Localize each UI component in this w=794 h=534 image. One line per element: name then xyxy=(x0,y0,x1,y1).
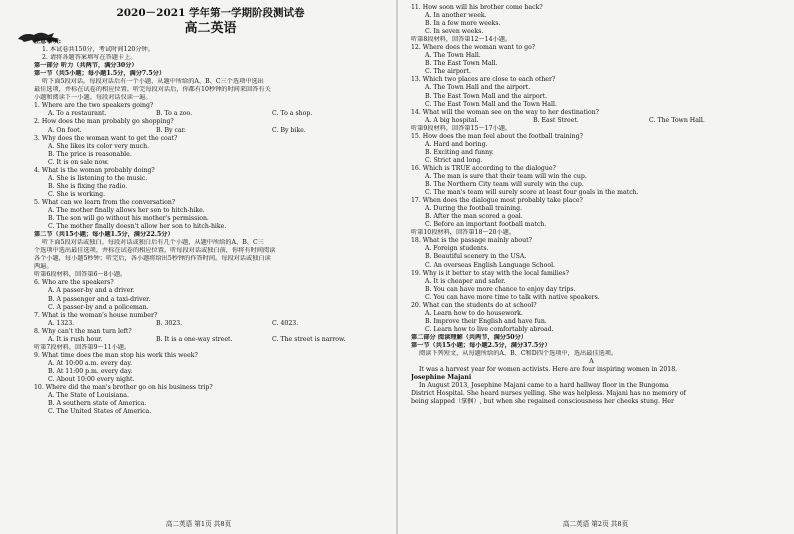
note-item: 1. 本试卷共150分，考试时间120分钟。 xyxy=(42,46,154,54)
option-text: B. 3023. xyxy=(156,319,183,327)
text-line: 听第9段材料，回答第15～17小题。 xyxy=(411,124,512,132)
text-line: 14. What will the woman see on the way to her destination? xyxy=(411,108,599,116)
text-line: 个选项中选出最佳选项，并标在试卷的相应位置。听每段对话或独白前，你将有时间阅读 xyxy=(34,247,276,255)
option-text: A. To a restaurant. xyxy=(48,110,107,118)
text-line: A. During the football training. xyxy=(425,205,523,213)
text-line: 最佳选项，并标在试卷的相应位置。听完每段对话后，你都有10秒钟的时间来回答有关 xyxy=(34,86,271,94)
text-line: 听下面5段对话。每段对话后有一个小题，从题中所给的A、B、C三个选项中选出 xyxy=(42,78,264,86)
text-line: 听第10段材料，回答第18～20小题。 xyxy=(411,229,516,237)
text-line: C. The airport. xyxy=(425,68,471,76)
page-2-footer: 高二英语 第2页 共8页 xyxy=(562,520,629,528)
text-line: 第一节（共15小题；每小题2.5分，满分37.5分） xyxy=(411,341,551,349)
text-line: 第一部分 听力（共两节，满分30分） xyxy=(34,62,138,70)
text-line: C. An overseas English Language School. xyxy=(425,261,556,269)
text-line: 8. Why can't the man turn left? xyxy=(34,327,132,335)
page-2-body xyxy=(411,4,772,406)
text-line: C. The United States of America. xyxy=(48,408,152,416)
text-line: 4. What is the woman probably doing? xyxy=(34,166,155,174)
text-line: 9. What time does the man stop his work this week? xyxy=(34,351,198,359)
text-line: 18. What is the passage mainly about? xyxy=(411,237,532,245)
option-text: B. To a zoo. xyxy=(156,110,193,118)
text-line: 10. Where did the man's brother go on his business trip? xyxy=(34,384,213,392)
text-line: 19. Why is it better to stay with the local families? xyxy=(411,269,569,277)
text-line: A. At 10:00 a.m. every day. xyxy=(48,359,132,367)
text-line: 11. How soon will his brother come back? xyxy=(411,4,543,11)
text-line: 第二部分 阅读理解（共两节，满分50分） xyxy=(411,333,527,341)
text-line: A. She is listening to the music. xyxy=(48,174,148,182)
text-line: B. After the man scored a goal. xyxy=(425,213,523,221)
text-line: A. The man is sure that their team will win the cup. xyxy=(425,172,587,180)
text-line: 13. Which two places are close to each other? xyxy=(411,76,556,84)
text-line: 阅读下列短文，从每题所给的A、B、C和D四个选项中，选出最佳选项。 xyxy=(419,350,618,358)
text-line: C. Before an important football match. xyxy=(425,221,547,229)
text-line: A. Hard and boring. xyxy=(425,140,488,148)
option-text: A. 1323. xyxy=(48,319,75,327)
option-text: B. It is a one-way street. xyxy=(156,335,233,343)
text-line: 各个小题，每小题5秒钟；听完后，各小题将给出5秒钟的作答时间。每段对话或独白读 xyxy=(34,255,271,263)
text-line: C. You can have more time to talk with native speakers. xyxy=(425,293,600,301)
text-line: C. It is on sale now. xyxy=(48,158,109,166)
notes-heading: 注意事项: xyxy=(34,38,62,45)
text-line: B. Improve their English and have fun. xyxy=(425,317,547,325)
text-line: B. The Northern City team will surely win the cup. xyxy=(425,181,584,189)
text-line: 15. How does the man feel about the football training? xyxy=(411,132,583,140)
exam-year-title: 2020－2021 学年第一学期阶段测试卷 xyxy=(116,7,305,19)
option-row xyxy=(411,117,772,125)
text-line: C. She is working. xyxy=(48,190,106,198)
option-row xyxy=(34,127,387,135)
text-line: A. Foreign students. xyxy=(425,245,489,253)
text-line: 听第8段材料，回答第12～14小题。 xyxy=(411,36,512,44)
text-line: A. The Town Hall and the airport. xyxy=(425,84,531,92)
page-1-body xyxy=(34,62,387,416)
text-line: C. The mother finally doesn't allow her son to hitch-hike. xyxy=(48,223,227,231)
text-line: 16. Which is TRUE according to the dialogue? xyxy=(411,164,556,172)
option-text: C. To a shop. xyxy=(272,110,313,118)
option-text: C. The street is narrow. xyxy=(272,335,346,343)
option-row xyxy=(34,320,387,328)
option-text: A. A big hospital. xyxy=(425,116,479,124)
text-line: B. The price is reasonable. xyxy=(48,150,132,158)
text-line: B. A southern state of America. xyxy=(48,400,147,408)
text-line: B. You can have more chance to enjoy day trips. xyxy=(425,285,576,293)
text-line: B. The son will go without his mother's permission. xyxy=(48,215,209,223)
text-line: C. About 10:00 every night. xyxy=(48,375,135,383)
text-line: C. A passer-by and a policeman. xyxy=(48,303,149,311)
text-line: B. She is fixing the radio. xyxy=(48,182,128,190)
text-line: 1. Where are the two speakers going? xyxy=(34,102,154,110)
page-1-footer: 高二英语 第1页 共8页 xyxy=(165,520,232,528)
option-text: B. East Street. xyxy=(533,116,579,124)
text-line: B. At 11:00 p.m. every day. xyxy=(48,367,133,375)
text-line: 听下面5段对话或独白。每段对话或独白后有几个小题，从题中所给的A、B、C三 xyxy=(42,239,264,247)
text-line: 第一节（共5小题；每小题1.5分，满分7.5分） xyxy=(34,70,166,78)
text-line: A. The mother finally allows her son to hitch-hike. xyxy=(48,206,205,214)
text-line: 6. Who are the speakers? xyxy=(34,279,114,287)
text-line: 17. When does the dialogue most probably take place? xyxy=(411,197,583,205)
exam-subject-title: 高二英语 xyxy=(184,21,237,36)
text-line: 第二节（共15小题；每小题1.5分，满分22.5分） xyxy=(34,231,174,239)
text-line: B. Exciting and funny. xyxy=(425,148,494,156)
text-line: Josephine Majani xyxy=(411,374,472,382)
text-line: In August 2013, Josephine Majani came to a hard hallway floor in the Bungoma xyxy=(419,382,669,390)
text-line: District Hospital. She heard nurses yelling. She was helpless. Majani has no memory of xyxy=(411,390,686,398)
text-line: 12. Where does the woman want to go? xyxy=(411,44,536,52)
text-line: 20. What can the students do at school? xyxy=(411,301,537,309)
text-line: C. Strict and long. xyxy=(425,156,483,164)
text-line: 3. Why does the woman want to get the coat? xyxy=(34,134,178,142)
text-line: 2. How does the man probably go shopping? xyxy=(34,118,174,126)
text-line: C. The East Town Mall and the Town Hall. xyxy=(425,100,557,108)
text-line: A. The State of Louisiana. xyxy=(48,392,129,400)
text-line: A. The Town Hall. xyxy=(425,52,481,60)
text-line: A. A passer-by and a driver. xyxy=(48,287,135,295)
text-line: A. She likes its color very much. xyxy=(48,142,150,150)
text-line: B. The East Town Mall. xyxy=(425,60,498,68)
text-line: 7. What is the woman's house number? xyxy=(34,311,158,319)
text-line: A. It is cheaper and safer. xyxy=(425,277,506,285)
text-line: B. A passenger and a taxi-driver. xyxy=(48,295,151,303)
text-line: It was a harvest year for women activists. Here are four inspiring women in 2018. xyxy=(419,366,678,374)
text-line: 两遍。 xyxy=(34,263,53,271)
option-text: B. By car. xyxy=(156,126,186,134)
option-row xyxy=(34,336,387,344)
text-line: A. In another week. xyxy=(425,12,487,20)
page-2 xyxy=(397,0,794,534)
text-line: B. The East Town Mall and the airport. xyxy=(425,92,548,100)
option-text: A. It is rush hour. xyxy=(48,335,103,343)
text-line: C. In seven weeks. xyxy=(425,28,484,36)
note-item: 2. 请将各题答案填写在答题卡上。 xyxy=(42,54,137,62)
text-line: B. In a few more weeks. xyxy=(425,20,501,28)
option-text: A. On foot. xyxy=(48,126,82,134)
text-line: C. Learn how to live comfortably abroad. xyxy=(425,325,554,333)
text-line: 小题和阅读下一小题。每段对话仅读一遍。 xyxy=(34,94,152,102)
text-line: 听第6段材料，回答第6～8小题。 xyxy=(34,271,127,279)
text-line: 听第7段材料，回答第9～11小题。 xyxy=(34,343,131,351)
text-line: B. Beautiful scenery in the USA. xyxy=(425,253,527,261)
text-line: C. The man's team will surely score at least four goals in the match. xyxy=(425,189,639,197)
text-line: 5. What can we learn from the conversation? xyxy=(34,198,176,206)
option-text: C. 4023. xyxy=(272,319,299,327)
text-line: being slapped（掌掴）, but when she regained consciousness her cheeks stung. Her xyxy=(411,398,674,406)
option-text: C. The Town Hall. xyxy=(649,116,705,124)
option-row xyxy=(34,110,387,118)
text-line: A xyxy=(589,358,594,366)
text-line: A. Learn how to do housework. xyxy=(425,309,523,317)
option-text: C. By bike. xyxy=(272,126,306,134)
